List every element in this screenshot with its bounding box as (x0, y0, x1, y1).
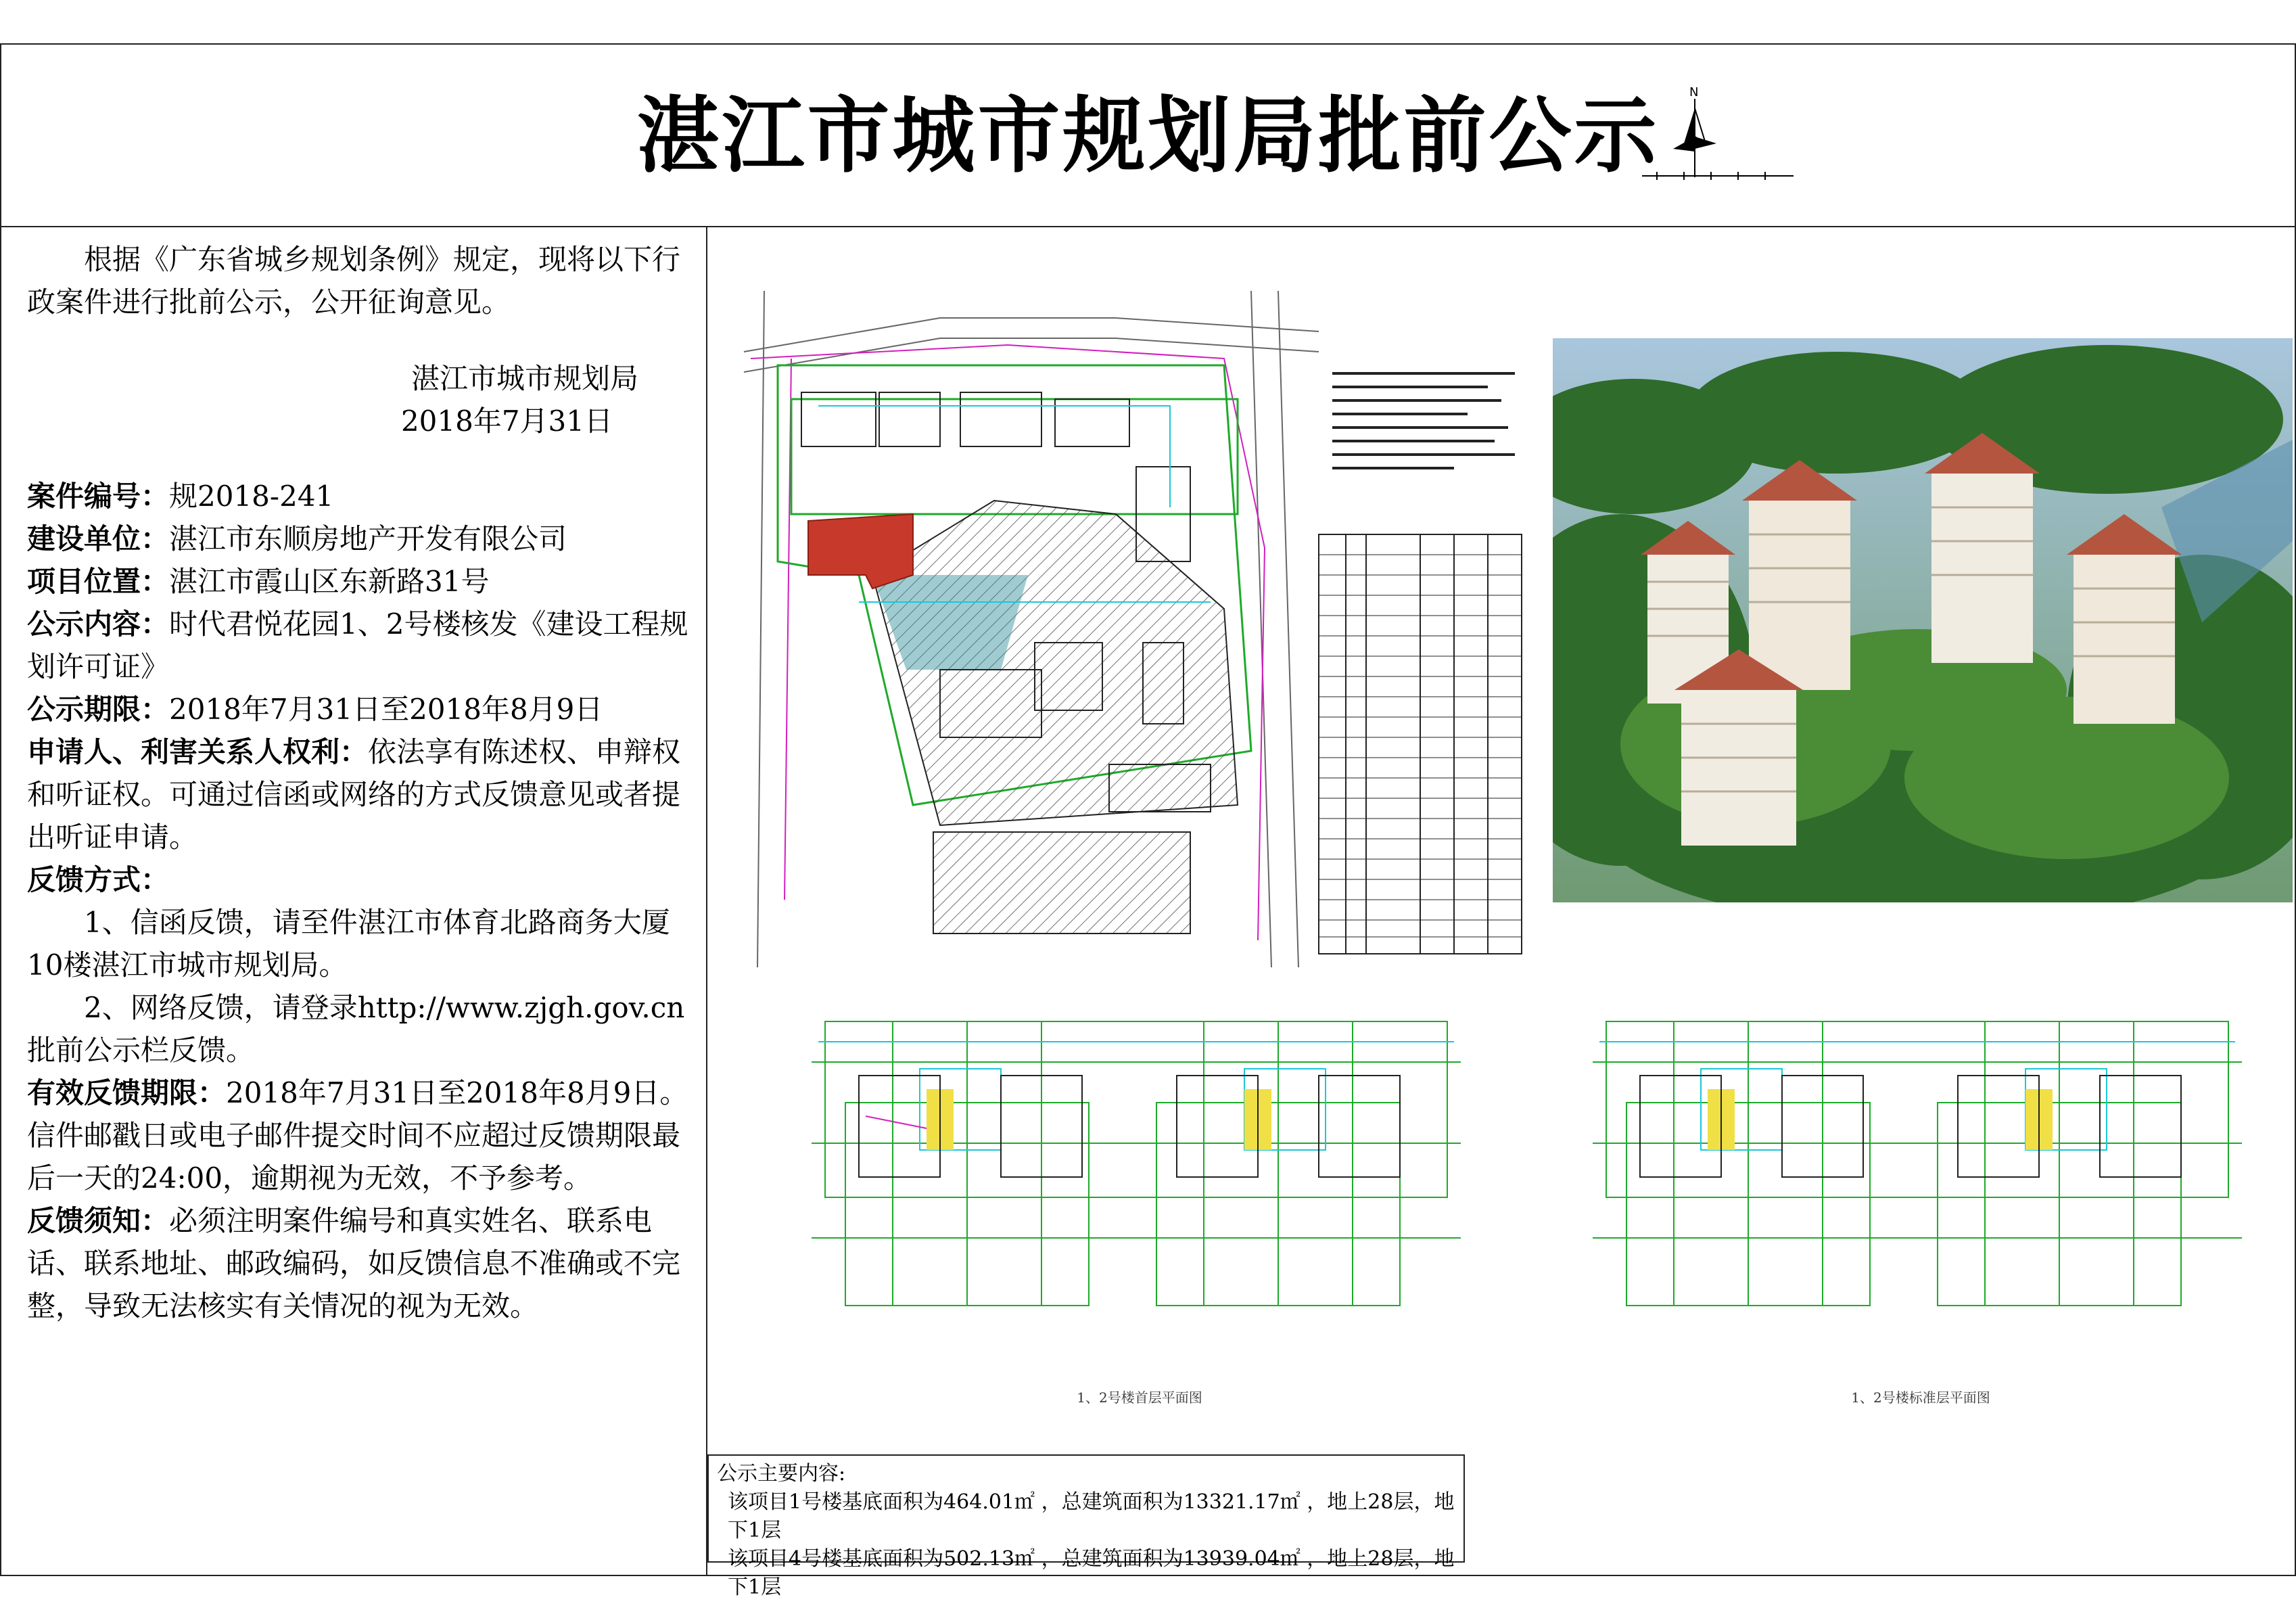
aerial-rendering-image (1553, 338, 2293, 902)
builder-label: 建设单位： (27, 522, 170, 555)
location-label: 项目位置： (27, 565, 170, 598)
deadline-row (27, 1072, 697, 1199)
rights-label: 申请人、利害关系人权利： (27, 735, 369, 768)
standard-floor-plan-caption: 1、2号楼标准层平面图 (1851, 1389, 1990, 1406)
page-title: 湛江市城市规划局批前公示 (636, 87, 1660, 184)
case-number-value: 规2018-241 (169, 480, 334, 513)
north-arrow-icon (1637, 81, 1799, 189)
builder-row (27, 517, 697, 560)
notice-label: 反馈须知： (27, 1204, 170, 1237)
content-label: 公示内容： (27, 607, 170, 641)
notes-heading: 公示主要内容: (717, 1462, 846, 1486)
issuer-name: 湛江市城市规划局 (411, 362, 638, 395)
site-plan-drawing (737, 291, 1525, 967)
notice-text-column (27, 238, 697, 1327)
location-row (27, 560, 697, 603)
builder-value: 湛江市东顺房地产开发有限公司 (169, 522, 567, 555)
ground-floor-plan-caption: 1、2号楼首层平面图 (1077, 1389, 1202, 1406)
notes-building-4: 该项目4号楼基底面积为502.13㎡ ，总建筑面积为13939.04㎡ ，地上28层，地下1层 (728, 1547, 1455, 1599)
intro-paragraph: 根据《广东省城乡规划条例》规定，现将以下行政案件进行批前公示，公开征询意见。 (27, 243, 681, 319)
header-divider (0, 226, 2296, 227)
deadline-label: 有效反馈期限： (27, 1076, 227, 1109)
rights-value: 依法享有陈述权、申辩权和听证权。可通过信函或网络的方式反馈意见或者提出听证申请。 (27, 735, 681, 854)
column-divider (706, 226, 707, 1576)
notes-building-1: 该项目1号楼基底面积为464.01㎡ ，总建筑面积为13321.17㎡ ，地上28层，地下1层 (728, 1490, 1455, 1542)
case-number-row (27, 475, 697, 517)
summary-notes-box (707, 1454, 1465, 1599)
content-value: 时代君悦花园1、2号楼核发《建设工程规划许可证》 (27, 607, 688, 683)
case-number-label: 案件编号： (27, 480, 170, 513)
content-row (27, 603, 697, 688)
notice-value: 必须注明案件编号和真实姓名、联系电话、联系地址、邮政编码，如反馈信息不准确或不完整，导致无法核实有关情况的视为无效。 (27, 1204, 681, 1322)
ground-floor-plan-drawing (798, 994, 1478, 1333)
period-value: 2018年7月31日至2018年8月9日 (169, 693, 603, 726)
feedback-label: 反馈方式： (27, 863, 170, 896)
deadline-value: 2018年7月31日至2018年8月9日。信件邮戳日或电子邮件提交时间不应超过反馈期限最后一天的24:00，逾期视为无效，不予参考。 (27, 1076, 688, 1195)
period-label: 公示期限： (27, 693, 170, 726)
standard-floor-plan-drawing (1579, 994, 2259, 1333)
feedback-letter: 1、信函反馈，请至件湛江市体育北路商务大厦10楼湛江市城市规划局。 (27, 906, 670, 982)
issue-date: 2018年7月31日 (400, 405, 613, 438)
location-value: 湛江市霞山区东新路31号 (169, 565, 490, 598)
feedback-online: 2、网络反馈，请登录http://www.zjgh.gov.cn批前公示栏反馈。 (27, 991, 685, 1067)
north-label: N (1689, 85, 1699, 99)
period-row (27, 688, 697, 731)
rights-row (27, 731, 697, 858)
notice-row (27, 1199, 697, 1327)
